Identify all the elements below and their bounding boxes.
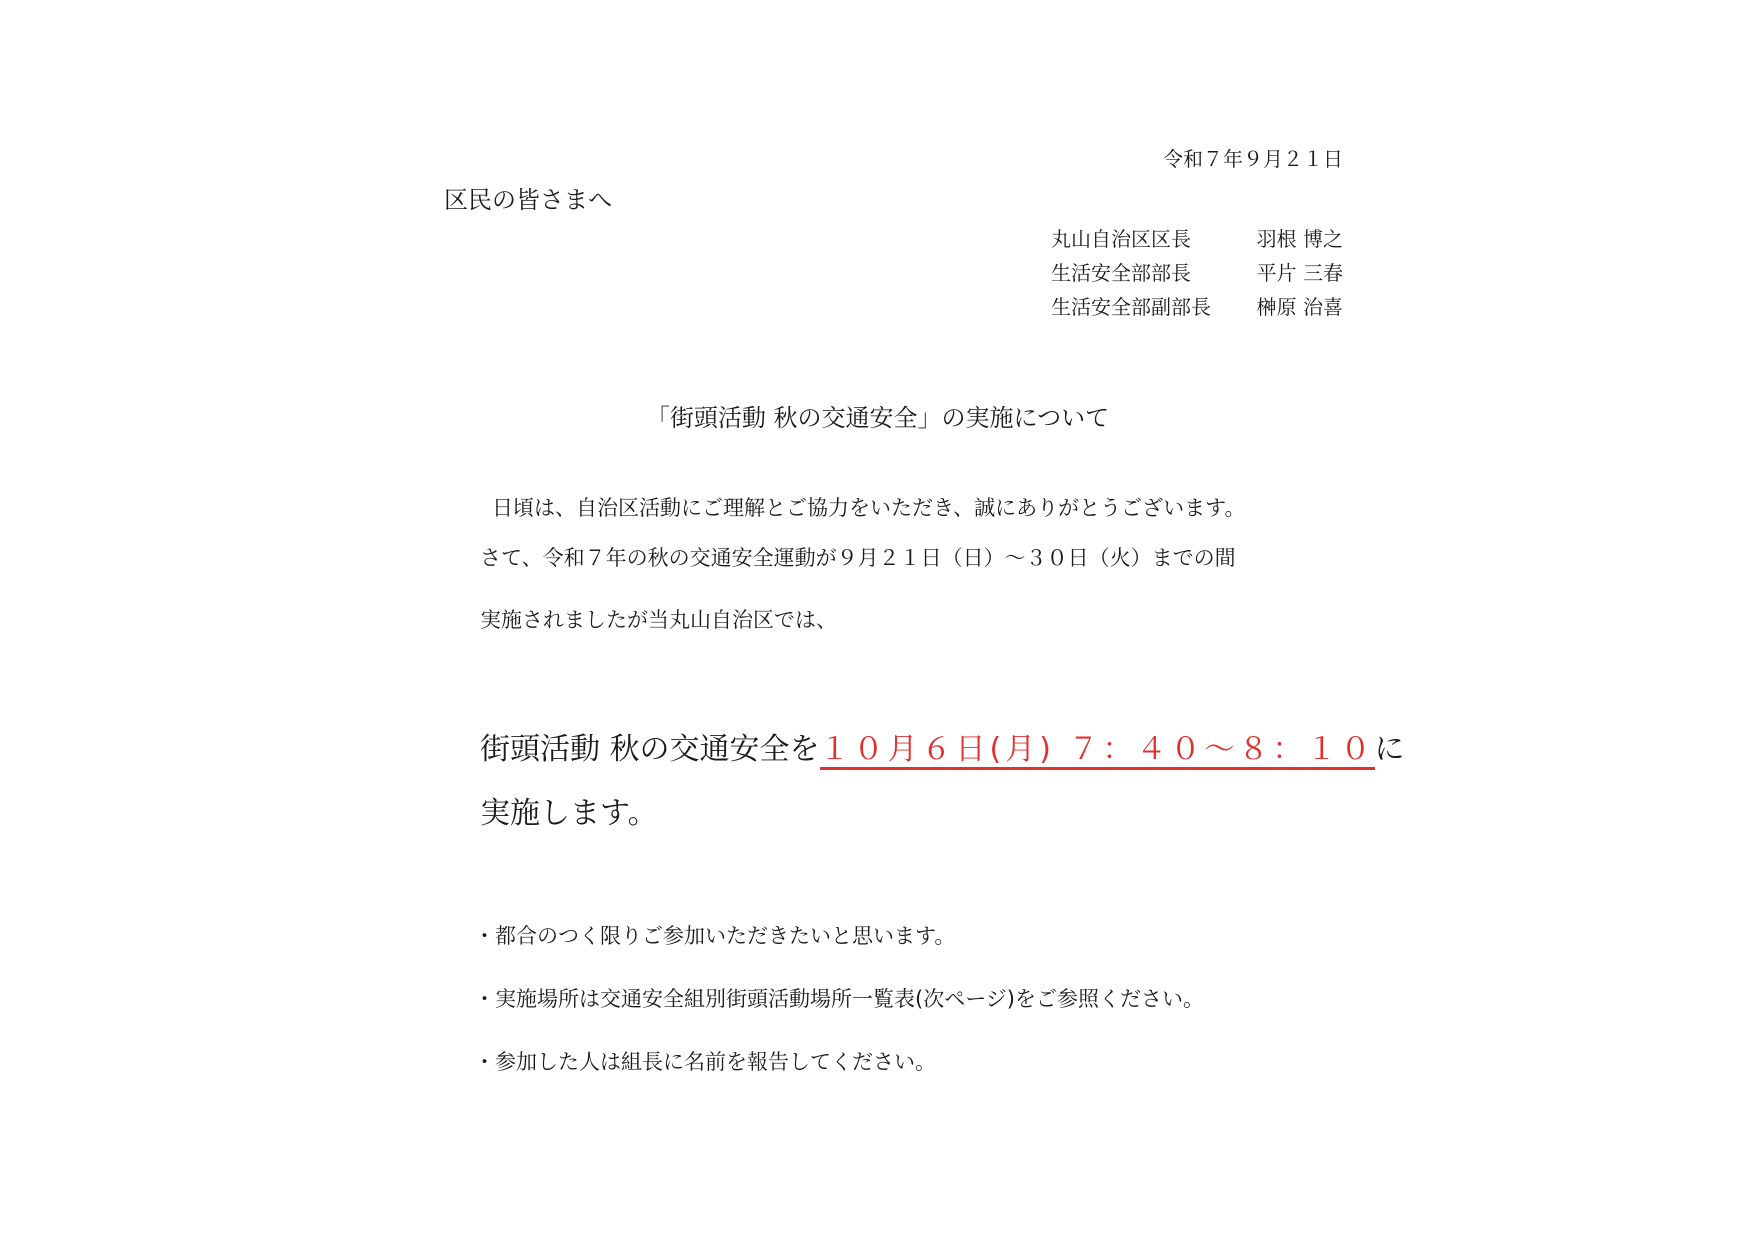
signer-name: 榊原 治喜 bbox=[1256, 295, 1343, 319]
signer-row bbox=[1051, 290, 1343, 324]
note-item: ・参加した人は組長に名前を報告してください。 bbox=[474, 1050, 936, 1074]
signer-title: 生活安全部副部長 bbox=[1051, 295, 1211, 319]
signer-name: 羽根 博之 bbox=[1256, 227, 1343, 251]
body-paragraph-line: 実施されましたが当丸山自治区では、 bbox=[480, 608, 837, 632]
document-title: 「街頭活動 秋の交通安全」の実施について bbox=[645, 404, 1110, 432]
event-announcement bbox=[480, 724, 1405, 768]
body-paragraph-line: さて、令和７年の秋の交通安全運動が９月２１日（日）～３０日（火）までの間 bbox=[480, 546, 1236, 570]
signer-title: 丸山自治区区長 bbox=[1051, 227, 1191, 251]
document-date: 令和７年９月２１日 bbox=[1163, 147, 1343, 171]
note-item: ・都合のつく限りご参加いただきたいと思います。 bbox=[474, 924, 956, 948]
event-suffix: に bbox=[1374, 732, 1405, 767]
greeting-paragraph: 日頃は、自治区活動にご理解とご協力をいただき、誠にありがとうございます。 bbox=[492, 496, 1246, 520]
event-announcement-continued: 実施します。 bbox=[480, 796, 658, 831]
signer-row bbox=[1051, 222, 1343, 256]
event-schedule: １０月６日(月) ７：４０～８：１０ bbox=[820, 732, 1375, 770]
recipient-line: 区民の皆さまへ bbox=[444, 186, 612, 214]
signer-block bbox=[1051, 222, 1343, 324]
signer-title: 生活安全部部長 bbox=[1051, 261, 1191, 285]
event-prefix: 街頭活動 秋の交通安全を bbox=[480, 732, 820, 767]
signer-row bbox=[1051, 256, 1343, 290]
note-item: ・実施場所は交通安全組別街頭活動場所一覧表(次ページ)をご参照ください。 bbox=[474, 987, 1204, 1011]
signer-name: 平片 三春 bbox=[1256, 261, 1343, 285]
